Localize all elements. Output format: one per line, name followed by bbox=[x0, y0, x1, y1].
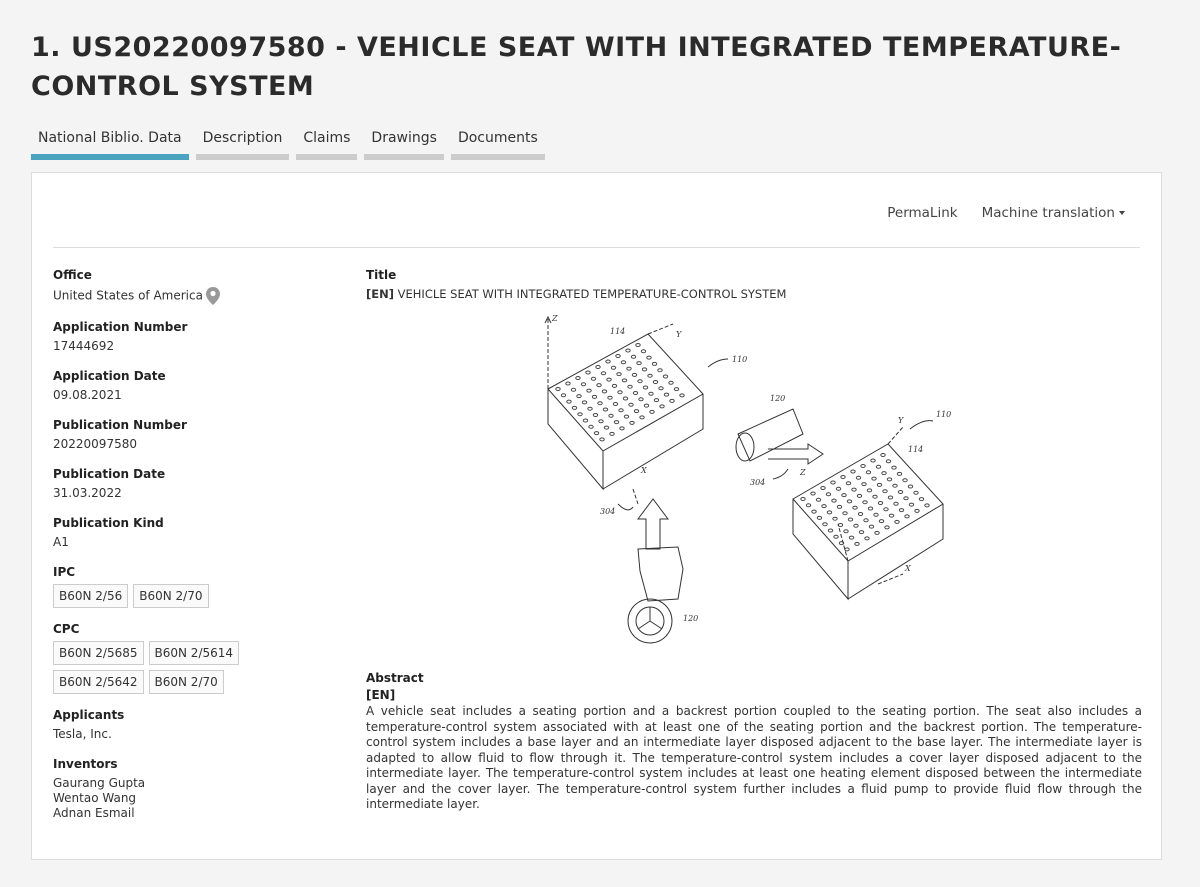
perforation-dot bbox=[812, 510, 816, 513]
perforation-dot bbox=[647, 356, 651, 359]
perforation-dot bbox=[628, 385, 632, 388]
perforation-dot bbox=[872, 477, 876, 480]
perforation-dot bbox=[897, 472, 901, 475]
perforation-dot bbox=[576, 377, 580, 380]
perforation-dot bbox=[606, 360, 610, 363]
perforation-dot bbox=[837, 505, 841, 508]
perforation-dot bbox=[629, 403, 633, 406]
drawing-label: X bbox=[641, 466, 647, 475]
perforation-dot bbox=[892, 466, 896, 469]
perforation-dot bbox=[904, 497, 908, 500]
perforation-dot bbox=[670, 399, 674, 402]
perforation-dot bbox=[638, 380, 642, 383]
perforation-dot bbox=[623, 397, 627, 400]
perforation-dot bbox=[586, 371, 590, 374]
perforation-dot bbox=[589, 425, 593, 428]
perforation-dot bbox=[854, 524, 858, 527]
inventor-name: Gaurang Gupta bbox=[53, 776, 146, 790]
map-pin-icon[interactable] bbox=[206, 287, 220, 305]
perforation-dot bbox=[597, 384, 601, 387]
perforation-dot bbox=[914, 491, 918, 494]
perforation-dot bbox=[556, 388, 560, 391]
perforation-dot bbox=[566, 382, 570, 385]
tab-claims[interactable]: Claims bbox=[296, 128, 357, 160]
perforation-dot bbox=[603, 408, 607, 411]
perforation-dot bbox=[609, 414, 613, 417]
perforation-dot bbox=[602, 390, 606, 393]
application-date-value: 09.08.2021 bbox=[53, 388, 122, 402]
abstract-label: Abstract bbox=[366, 671, 424, 685]
perforation-dot bbox=[844, 530, 848, 533]
biblio-column bbox=[53, 268, 343, 836]
perforation-dot bbox=[864, 519, 868, 522]
perforation-dot bbox=[841, 476, 845, 479]
perforation-dot bbox=[842, 494, 846, 497]
perforation-dot bbox=[831, 481, 835, 484]
drawing-label: 110 bbox=[732, 355, 748, 364]
perforation-dot bbox=[632, 373, 636, 376]
perforation-dot bbox=[887, 478, 891, 481]
tab-bar bbox=[31, 128, 545, 160]
perforation-dot bbox=[611, 366, 615, 369]
perforation-dot bbox=[581, 383, 585, 386]
application-number-value: 17444692 bbox=[53, 339, 115, 353]
perforation-dot bbox=[660, 405, 664, 408]
perforation-dot bbox=[643, 386, 647, 389]
perforation-dot bbox=[827, 511, 831, 514]
perforation-dot bbox=[898, 491, 902, 494]
perforation-dot bbox=[641, 350, 645, 353]
perforation-dot bbox=[881, 454, 885, 457]
drawing-label: 120 bbox=[770, 394, 786, 403]
perforation-dot bbox=[680, 394, 684, 397]
perforation-dot bbox=[925, 504, 929, 507]
perforation-dot bbox=[845, 548, 849, 551]
perforation-dot bbox=[631, 355, 635, 358]
perforation-dot bbox=[596, 366, 600, 369]
perforation-dot bbox=[875, 531, 879, 534]
tab-drawings[interactable]: Drawings bbox=[364, 128, 444, 160]
perforation-dot bbox=[610, 432, 614, 435]
perforation-dot bbox=[649, 392, 653, 395]
perforation-dot bbox=[561, 394, 565, 397]
perforation-dot bbox=[567, 400, 571, 403]
perforation-dot bbox=[637, 362, 641, 365]
office-label: Office bbox=[53, 268, 92, 282]
perforation-dot bbox=[833, 517, 837, 520]
application-date-label: Application Date bbox=[53, 369, 166, 383]
perforation-dot bbox=[633, 392, 637, 395]
perforation-dot bbox=[828, 529, 832, 532]
drawing-label: Z bbox=[800, 468, 806, 477]
perforation-dot bbox=[587, 389, 591, 392]
perforation-dot bbox=[826, 493, 830, 496]
ipc-label: IPC bbox=[53, 565, 76, 579]
caret-down-icon bbox=[1119, 211, 1125, 215]
perforation-dot bbox=[634, 410, 638, 413]
perforation-dot bbox=[816, 498, 820, 501]
machine-translation-dropdown[interactable] bbox=[982, 205, 1125, 221]
perforation-dot bbox=[622, 379, 626, 382]
perforation-dot bbox=[909, 503, 913, 506]
page-title: 1. US20220097580 - VEHICLE SEAT WITH INTEGRATED TEMPERATURE-CONTROL SYSTEM bbox=[31, 32, 1122, 102]
perforation-dot bbox=[865, 537, 869, 540]
perforation-dot bbox=[593, 414, 597, 417]
perforation-dot bbox=[644, 404, 648, 407]
perforation-dot bbox=[823, 523, 827, 526]
perforation-dot bbox=[658, 369, 662, 372]
perforation-dot bbox=[832, 499, 836, 502]
drawing-label: 114 bbox=[610, 327, 626, 336]
perforation-dot bbox=[801, 498, 805, 501]
perforation-dot bbox=[614, 421, 618, 424]
perforation-dot bbox=[878, 502, 882, 505]
drawing-label: 114 bbox=[908, 445, 924, 454]
perforation-dot bbox=[811, 492, 815, 495]
perforation-dot bbox=[858, 513, 862, 516]
perforation-dot bbox=[869, 525, 873, 528]
perforation-dot bbox=[843, 512, 847, 515]
perforation-dot bbox=[905, 515, 909, 518]
perforation-dot bbox=[669, 381, 673, 384]
perforation-dot bbox=[822, 505, 826, 508]
publication-date-label: Publication Date bbox=[53, 467, 166, 481]
perforation-dot bbox=[663, 375, 667, 378]
perforation-dot bbox=[594, 432, 598, 435]
perforation-dot bbox=[598, 402, 602, 405]
perforation-dot bbox=[852, 488, 856, 491]
perforation-dot bbox=[607, 378, 611, 381]
publication-kind-value: A1 bbox=[53, 535, 69, 549]
perforation-dot bbox=[849, 536, 853, 539]
perforation-dot bbox=[664, 393, 668, 396]
drawing-label: 304 bbox=[750, 478, 766, 487]
drawing-label: Y bbox=[898, 416, 904, 425]
perforation-dot bbox=[599, 420, 603, 423]
perforation-dot bbox=[588, 407, 592, 410]
perforation-dot bbox=[604, 426, 608, 429]
tab-description[interactable]: Description bbox=[196, 128, 290, 160]
content-panel bbox=[31, 172, 1162, 860]
publication-date-value: 31.03.2022 bbox=[53, 486, 122, 500]
perforation-dot bbox=[894, 502, 898, 505]
perforation-dot bbox=[879, 520, 883, 523]
perforation-dot bbox=[639, 398, 643, 401]
perforation-dot bbox=[877, 483, 881, 486]
perforation-dot bbox=[616, 355, 620, 358]
perforation-dot bbox=[617, 373, 621, 376]
perforation-dot bbox=[886, 460, 890, 463]
perforation-dot bbox=[648, 374, 652, 377]
perforation-dot bbox=[856, 476, 860, 479]
perforation-dot bbox=[861, 465, 865, 468]
perforation-dot bbox=[867, 489, 871, 492]
perforation-dot bbox=[868, 507, 872, 510]
drawing-label: Z bbox=[552, 314, 558, 323]
perforation-dot bbox=[582, 401, 586, 404]
perforation-dot bbox=[620, 427, 624, 430]
perforation-dot bbox=[889, 514, 893, 517]
office-text: United States of America bbox=[53, 288, 203, 303]
perforation-dot bbox=[908, 485, 912, 488]
perforation-dot bbox=[624, 415, 628, 418]
perforation-dot bbox=[853, 506, 857, 509]
cpc-chip[interactable]: B60N 2/5642 bbox=[53, 670, 144, 694]
perforation-dot bbox=[859, 531, 863, 534]
publication-number-label: Publication Number bbox=[53, 418, 187, 432]
perforation-dot bbox=[862, 483, 866, 486]
publication-kind-label: Publication Kind bbox=[53, 516, 164, 530]
perforation-dot bbox=[608, 396, 612, 399]
applicants-value: Tesla, Inc. bbox=[53, 727, 112, 741]
permalink-link[interactable]: PermaLink bbox=[887, 205, 958, 221]
perforation-dot bbox=[888, 496, 892, 499]
title-lang: [EN] bbox=[366, 287, 394, 301]
perforation-dot bbox=[572, 406, 576, 409]
perforation-dot bbox=[652, 362, 656, 365]
perforation-dot bbox=[846, 482, 850, 485]
office-value bbox=[53, 287, 343, 305]
inventor-name: Wentao Wang bbox=[53, 791, 137, 805]
cpc-chip[interactable]: B60N 2/70 bbox=[149, 670, 224, 694]
cpc-chip[interactable]: B60N 2/5614 bbox=[149, 641, 240, 665]
divider bbox=[53, 247, 1140, 248]
perforation-dot bbox=[882, 472, 886, 475]
drawing-label: 110 bbox=[936, 410, 952, 419]
perforation-dot bbox=[883, 490, 887, 493]
perforation-dot bbox=[899, 509, 903, 512]
perforation-dot bbox=[659, 387, 663, 390]
perforation-dot bbox=[876, 465, 880, 468]
patent-drawing[interactable] bbox=[538, 309, 978, 661]
perforation-dot bbox=[903, 479, 907, 482]
perforation-dot bbox=[851, 470, 855, 473]
title-text: VEHICLE SEAT WITH INTEGRATED TEMPERATURE-CONTROL SYSTEM bbox=[397, 287, 787, 301]
title-label: Title bbox=[366, 268, 397, 282]
perforation-dot bbox=[612, 384, 616, 387]
cpc-chips bbox=[53, 641, 313, 694]
tab-national-biblio-data[interactable]: National Biblio. Data bbox=[31, 128, 189, 160]
abstract-text: A vehicle seat includes a seating portion and a backrest portion coupled to the seating portion. The seat also includes a temperature-control system associated with at least one of the seating portion and the backrest portion. The temperature-control system includes a base layer and an intermediate layer disposed adjacent to the base layer. The intermediate layer is adapted to allow fluid to flow through it. The temperature-control system includes a cover layer disposed adjacent to the intermediate layer. The temperature-control system includes at least one heating element disposed between the intermediate layer and the cover layer. The temperature-control system further includes a fluid pump to provide fluid flow through the intermediate layer. bbox=[366, 704, 1142, 811]
drawing-label: 120 bbox=[683, 614, 699, 623]
publication-number-value: 20220097580 bbox=[53, 437, 137, 451]
perforation-dot bbox=[873, 495, 877, 498]
perforation-dot bbox=[895, 520, 899, 523]
perforation-dot bbox=[601, 372, 605, 375]
perforation-dot bbox=[642, 368, 646, 371]
perforation-dot bbox=[627, 367, 631, 370]
perforation-dot bbox=[636, 344, 640, 347]
perforation-dot bbox=[571, 388, 575, 391]
perforation-dot bbox=[885, 526, 889, 529]
perforation-dot bbox=[874, 513, 878, 516]
perforation-dot bbox=[893, 484, 897, 487]
perforation-dot bbox=[578, 413, 582, 416]
cpc-chip[interactable]: B60N 2/5685 bbox=[53, 641, 144, 665]
ipc-chip[interactable]: B60N 2/56 bbox=[53, 584, 128, 608]
perforation-dot bbox=[834, 535, 838, 538]
perforation-dot bbox=[919, 498, 923, 501]
abstract-lang: [EN] bbox=[366, 688, 396, 702]
perforation-dot bbox=[653, 381, 657, 384]
perforation-dot bbox=[674, 388, 678, 391]
perforation-dot bbox=[618, 391, 622, 394]
perforation-dot bbox=[577, 395, 581, 398]
perforation-dot bbox=[855, 542, 859, 545]
perforation-dot bbox=[847, 500, 851, 503]
perforation-dots bbox=[556, 344, 684, 441]
perforation-dot bbox=[583, 419, 587, 422]
cpc-label: CPC bbox=[53, 622, 80, 636]
drawing-label: X bbox=[905, 564, 911, 573]
perforation-dot bbox=[630, 421, 634, 424]
machine-translation-label: Machine translation bbox=[981, 205, 1115, 221]
perforation-dot bbox=[591, 377, 595, 380]
perforation-dot bbox=[619, 409, 623, 412]
perforation-dot bbox=[621, 361, 625, 364]
perforation-dot bbox=[806, 504, 810, 507]
perforation-dot bbox=[915, 509, 919, 512]
title-line bbox=[366, 287, 1142, 301]
perforation-dot bbox=[821, 487, 825, 490]
ipc-chip[interactable]: B60N 2/70 bbox=[133, 584, 208, 608]
perforation-dot bbox=[884, 508, 888, 511]
perforation-dot bbox=[654, 399, 658, 402]
perforation-dot bbox=[836, 487, 840, 490]
perforation-dot bbox=[626, 349, 630, 352]
inventor-name: Adnan Esmail bbox=[53, 806, 135, 820]
drawing-label: 304 bbox=[600, 507, 616, 516]
perforation-dot bbox=[848, 518, 852, 521]
tab-documents[interactable]: Documents bbox=[451, 128, 545, 160]
perforation-dot bbox=[650, 410, 654, 413]
panel-toolbar bbox=[887, 205, 1125, 221]
perforation-dot bbox=[613, 403, 617, 406]
perforation-dot bbox=[592, 395, 596, 398]
perforation-dot bbox=[857, 494, 861, 497]
perforation-dot bbox=[600, 438, 604, 441]
main-column bbox=[366, 268, 1142, 813]
inventors-label: Inventors bbox=[53, 757, 118, 771]
perforation-dot bbox=[866, 471, 870, 474]
perforation-dot bbox=[640, 416, 644, 419]
perforation-dot bbox=[817, 516, 821, 519]
perforation-dot bbox=[871, 459, 875, 462]
perforation-dot bbox=[863, 501, 867, 504]
inventors-list bbox=[53, 776, 343, 821]
application-number-label: Application Number bbox=[53, 320, 188, 334]
applicants-label: Applicants bbox=[53, 708, 125, 722]
drawing-label: Y bbox=[676, 330, 682, 339]
ipc-chips bbox=[53, 584, 313, 608]
